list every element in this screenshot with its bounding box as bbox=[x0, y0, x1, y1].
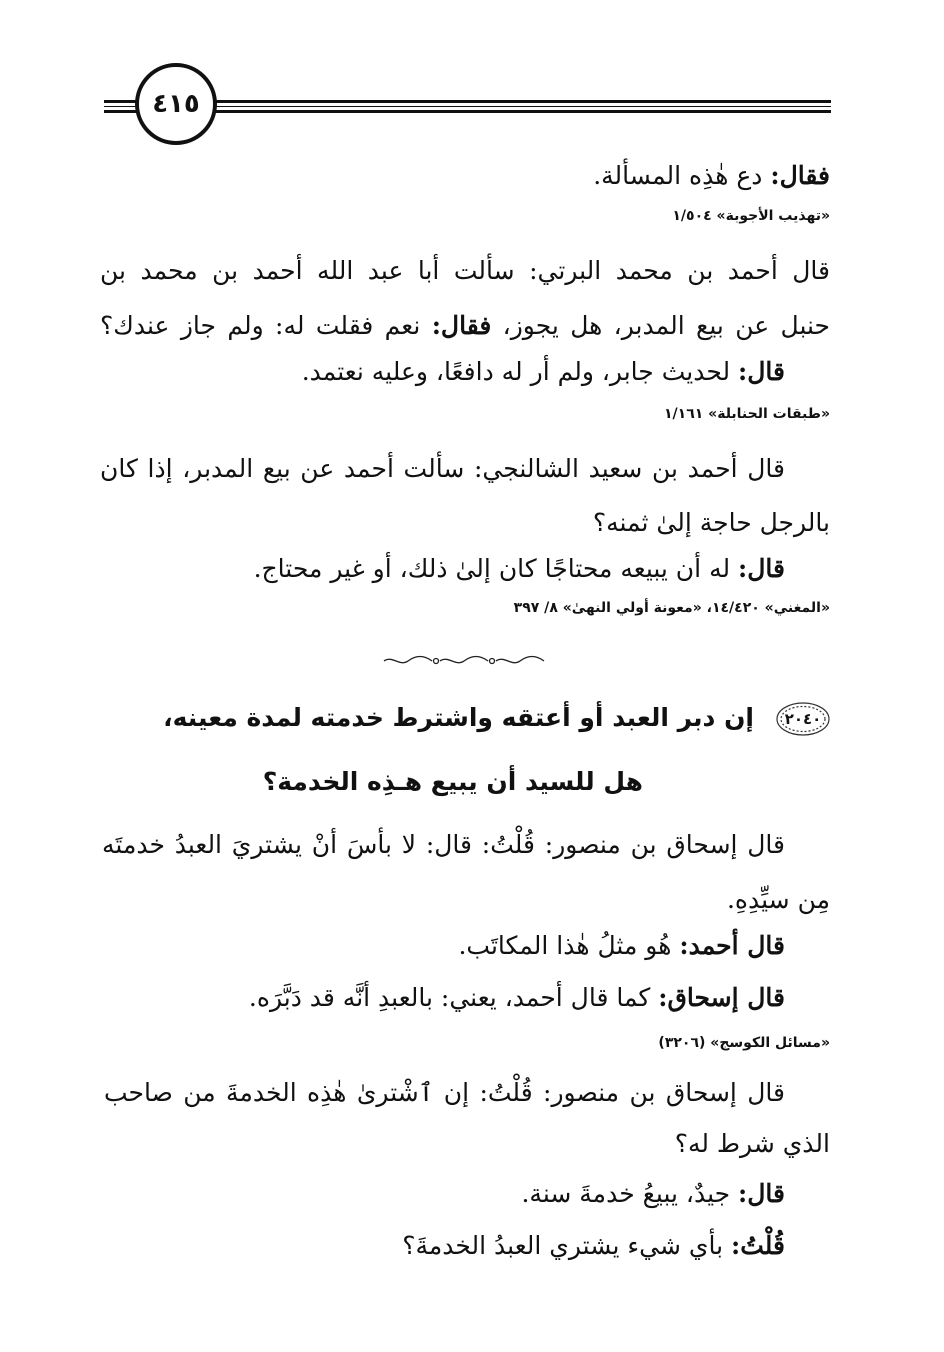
paragraph-line bbox=[100, 156, 830, 196]
paragraph-line bbox=[100, 1174, 785, 1214]
line-text: دع هٰذِه المسألة. bbox=[593, 161, 771, 190]
section-title: إن دبر العبد أو أعتقه واشترط خدمته لمدة معينه، bbox=[163, 703, 754, 732]
speaker-label: قال: bbox=[738, 1179, 785, 1208]
source-reference: «مسائل الكوسج» (٣٢٠٦) bbox=[658, 1035, 830, 1051]
speaker-label: قال أحمد: bbox=[679, 931, 785, 960]
line-text: لحديث جابر، ولم أر له دافعًا، وعليه نعتمد. bbox=[301, 357, 739, 386]
line-text: كما قال أحمد، يعني: بالعبدِ أنَّه قد دَبَّرَه. bbox=[248, 983, 659, 1012]
paragraph-line bbox=[100, 306, 830, 346]
paragraph-line bbox=[100, 978, 785, 1018]
paragraph-line bbox=[100, 926, 785, 966]
source-reference: «طبقات الحنابلة» ١/١٦١ bbox=[663, 406, 830, 422]
line-text: نعم فقلت له: ولم جاز عندك؟ bbox=[100, 311, 432, 340]
paragraph-line bbox=[100, 549, 785, 589]
paragraph-line: قال إسحاق بن منصور: قُلْتُ: إن ٱشْترىٰ هٰذِه الخدمةَ من صاحب bbox=[104, 1078, 785, 1107]
line-text: هُو مثلُ هٰذا المكاتَب. bbox=[458, 931, 680, 960]
line-text: حنبل عن بيع المدبر، هل يجوز، bbox=[491, 311, 830, 340]
section-title: هل للسيد أن يبيع هـذِه الخدمة؟ bbox=[262, 767, 643, 796]
paragraph-line: قال أحمد بن محمد البرتي: سألت أبا عبد الله أحمد بن محمد بن bbox=[100, 256, 830, 285]
speaker-label: قُلْتُ: bbox=[730, 1231, 785, 1260]
source-reference: «تهذيب الأجوبة» ١/٥٠٤ bbox=[672, 208, 830, 224]
paragraph-line: قال إسحاق بن منصور: قُلْتُ: قال: لا بأسَ أنْ يشتريَ العبدُ خدمتَه bbox=[102, 830, 785, 859]
page-number: ٤١٥ bbox=[152, 89, 200, 119]
speaker-label: قال إسحاق: bbox=[658, 983, 785, 1012]
speaker-label: قال: bbox=[738, 554, 785, 583]
line-text: له أن يبيعه محتاجًا كان إلىٰ ذلك، أو غير محتاج. bbox=[253, 554, 739, 583]
speaker-label: فقال: bbox=[770, 161, 830, 190]
paragraph-line: الذي شرط له؟ bbox=[674, 1129, 830, 1158]
ornament-divider bbox=[380, 654, 550, 668]
speaker-label: قال: bbox=[738, 357, 785, 386]
source-reference: «المغني» ١٤/٤٢٠، «معونة أولي النهىٰ» ٨/ ٣٩٧ bbox=[513, 600, 830, 616]
line-text: جيدٌ، يبيعُ خدمةَ سنة. bbox=[521, 1179, 739, 1208]
section-number: ٢٠٤٠ bbox=[784, 710, 822, 728]
line-text: بأي شيء يشتري العبدُ الخدمةَ؟ bbox=[402, 1231, 731, 1260]
paragraph-line: مِن سيِّدِهِ. bbox=[726, 885, 830, 914]
paragraph-line: قال أحمد بن سعيد الشالنجي: سألت أحمد عن بيع المدبر، إذا كان bbox=[100, 454, 785, 483]
paragraph-line bbox=[100, 352, 785, 392]
paragraph-line: بالرجل حاجة إلىٰ ثمنه؟ bbox=[592, 508, 830, 537]
paragraph-line bbox=[100, 1226, 785, 1266]
page-number-badge bbox=[135, 63, 217, 145]
speaker-label: فقال: bbox=[431, 311, 492, 340]
